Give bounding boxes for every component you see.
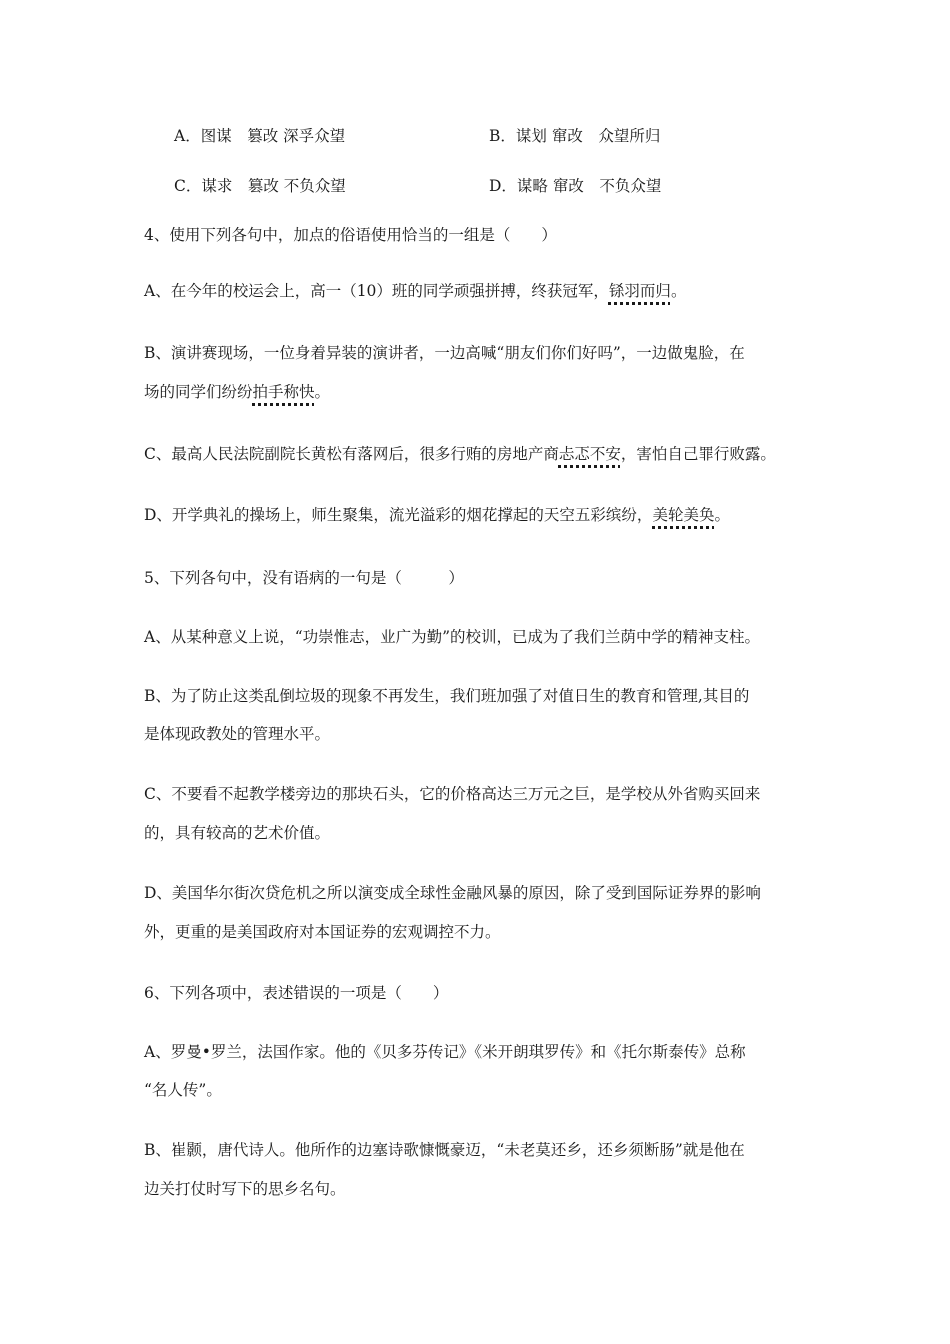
q3-option-d: D．谋略 窜改 不负众望 — [489, 177, 662, 195]
q3-option-b: B．谋划 窜改 众望所归 — [489, 127, 661, 145]
q5-option-d-line2: 外，更重的是美国政府对本国证券的宏观调控不力。 — [144, 923, 501, 941]
q3-option-a: A．图谋 篡改 深孚众望 — [174, 127, 346, 145]
q6-option-a-line2: “名人传”。 — [144, 1081, 222, 1099]
q6-stem: 6、下列各项中，表述错误的一项是（ ） — [144, 984, 449, 1002]
q3-option-c: C．谋求 篡改 不负众望 — [174, 177, 346, 195]
q4-c-text: C、最高人民法院副院长黄松有落网后，很多行贿的房地产商 — [144, 445, 559, 463]
q5-stem: 5、下列各句中，没有语病的一句是（ ） — [144, 569, 464, 587]
q4-option-b-line1: B、演讲赛现场，一位身着异装的演讲者，一边高喊“朋友们你们好吗”，一边做鬼脸，在 — [144, 344, 745, 362]
q4-stem: 4、使用下列各句中，加点的俗语使用恰当的一组是（ ） — [144, 226, 557, 244]
q4-b-end: 。 — [314, 383, 331, 401]
q4-c-end: ，害怕自己罪行败露。 — [620, 445, 776, 463]
q4-option-b-line2 — [144, 381, 330, 403]
q5-option-b-line2: 是体现政教处的管理水平。 — [144, 725, 331, 743]
q4-option-a — [144, 280, 686, 302]
q4-option-c — [144, 443, 776, 465]
q4-c-dotted-idiom: 忐忑不安 — [558, 445, 621, 463]
q5-option-c-line2: 的，具有较高的艺术价值。 — [144, 824, 331, 842]
q4-d-end: 。 — [714, 506, 730, 524]
q4-option-d — [144, 504, 730, 526]
q4-a-dotted-idiom: 铩羽而归 — [608, 282, 671, 300]
q6-option-b-line1: B、崔颢，唐代诗人。他所作的边塞诗歌慷慨豪迈，“未老莫还乡，还乡须断肠”就是他在 — [144, 1141, 745, 1159]
q6-option-a-line1: A、罗曼•罗兰，法国作家。他的《贝多芬传记》《米开朗琪罗传》和《托尔斯泰传》总称 — [144, 1043, 746, 1061]
q6-option-b-line2: 边关打仗时写下的思乡名句。 — [144, 1180, 346, 1198]
q5-option-b-line1: B、为了防止这类乱倒垃圾的现象不再发生，我们班加强了对值日生的教育和管理,其目的 — [144, 687, 750, 705]
q5-option-d-line1: D、美国华尔街次贷危机之所以演变成全球性金融风暴的原因，除了受到国际证券界的影响 — [144, 884, 761, 902]
q4-b-dotted-idiom: 拍手称快 — [252, 383, 315, 401]
q4-d-text: D、开学典礼的操场上，师生聚集，流光溢彩的烟花撑起的天空五彩缤纷， — [144, 506, 653, 524]
q4-a-end: 。 — [670, 282, 687, 300]
q4-a-text: A、在今年的校运会上，高一（10）班的同学顽强拼搏，终获冠军， — [144, 282, 609, 300]
q5-option-c-line1: C、不要看不起教学楼旁边的那块石头，它的价格高达三万元之巨，是学校从外省购买回来 — [144, 785, 761, 803]
q4-d-dotted-idiom: 美轮美奂 — [652, 506, 715, 524]
q5-option-a: A、从某种意义上说，“功崇惟志，业广为勤”的校训，已成为了我们兰荫中学的精神支柱。 — [144, 628, 761, 646]
q4-b-text: 场的同学们纷纷 — [144, 383, 253, 401]
